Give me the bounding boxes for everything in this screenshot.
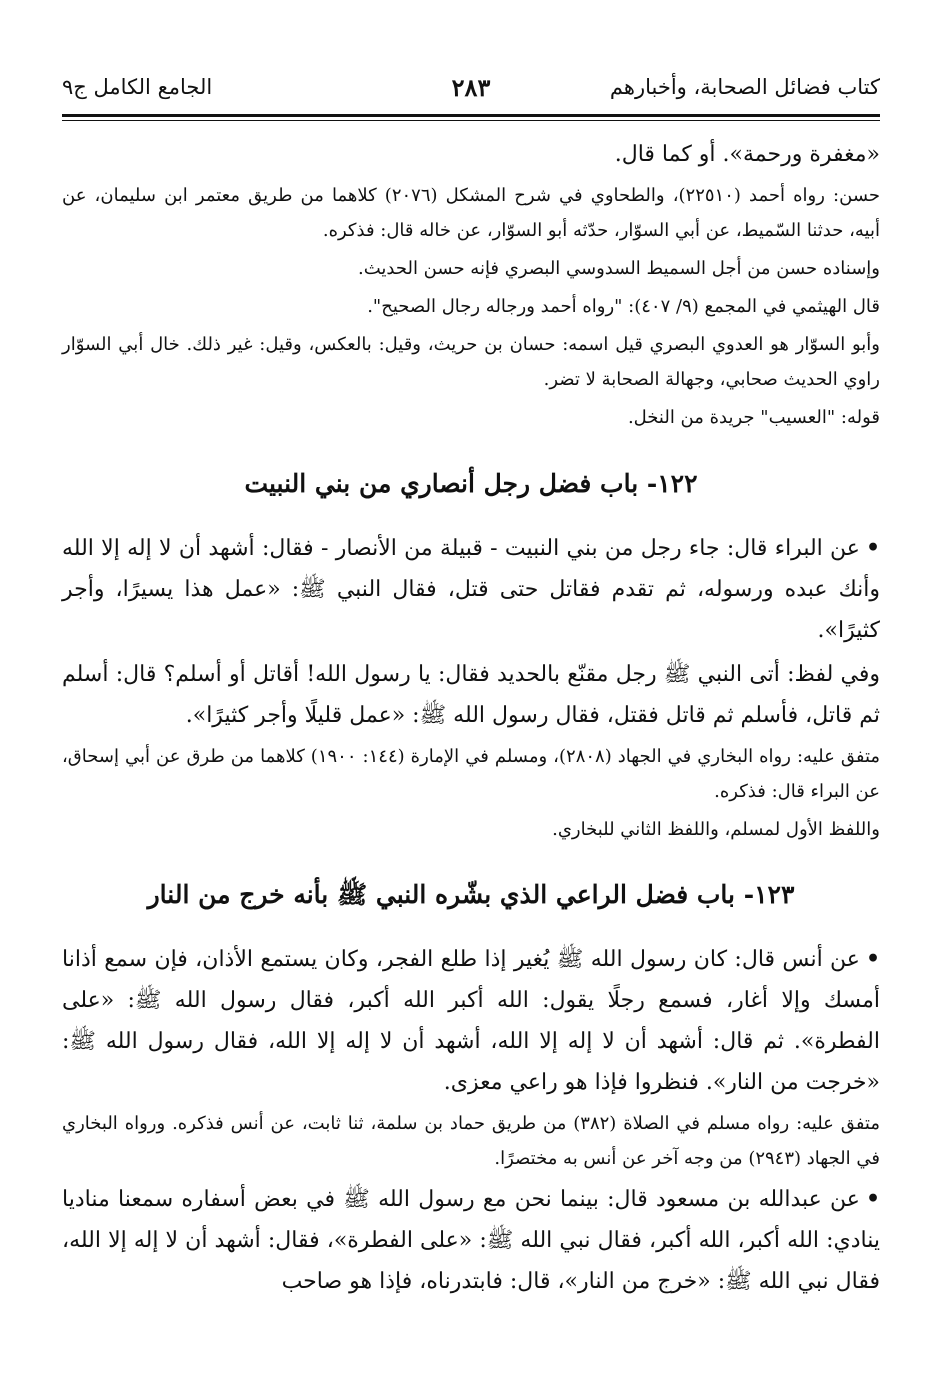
paragraph-text: ١٢٢- باب فضل رجل أنصاري من بني النبيت (244, 468, 698, 498)
hadith-paragraph (62, 528, 880, 651)
paragraph-text: وفي لفظ: أتى النبي ﷺ رجل مقنّع بالحديد فقال: يا رسول الله! أقاتل أو أسلم؟ قال: أسلم ثم قاتل، فأسلم ثم قاتل فقتل، فقال رسول الله ﷺ: «عمل قليلًا وأجر كثيرًا». (62, 661, 880, 728)
bullet-mark: • (865, 1186, 880, 1212)
paragraph-text: متفق عليه: رواه البخاري في الجهاد (٢٨٠٨)، ومسلم في الإمارة (١٤٤: ١٩٠٠) كلاهما من طرق عن أبي إسحاق، عن البراء قال: فذكره. (62, 745, 881, 802)
paragraph-text: عن البراء قال: جاء رجل من بني النبيت - قبيلة من الأنصار - فقال: أشهد أن لا إله إلا الله وأنك عبده ورسوله، ثم تقدم فقاتل حتى قتل، فقال النبي ﷺ: «عمل هذا يسيرًا، وأجر كثيرًا». (62, 535, 880, 643)
hadith-paragraph (62, 134, 880, 175)
footnote-paragraph (62, 178, 880, 248)
hadith-paragraph (62, 939, 880, 1103)
paragraph-text: وإسناده حسن من أجل السميط السدوسي البصري فإنه حسن الحديث. (358, 258, 880, 279)
chapter-heading (62, 870, 880, 918)
footnote-paragraph (62, 1106, 880, 1176)
paragraph-text: وأبو السوّار هو العدوي البصري قيل اسمه: حسان بن حريث، وقيل: بالعكس، وقيل: غير ذلك. خال أبي السوّار راوي الحديث صحابي، وجهالة الصحابة لا تضر. (62, 334, 880, 390)
footnote-paragraph (62, 289, 880, 324)
paragraph-spacer (62, 435, 880, 438)
paragraph-text: متفق عليه: رواه مسلم في الصلاة (٣٨٢) من طريق حماد بن سلمة، ثنا ثابت، عن أنس فذكره. ورواه البخاري في الجهاد (٢٩٤٣) من وجه آخر عن أنس به مختصرًا. (62, 1113, 881, 1169)
bullet-mark: • (865, 946, 880, 972)
page-number: ٢٨٣ (451, 72, 491, 102)
header-volume-title: الجامع الكامل ج٩ (62, 75, 213, 99)
footnote-paragraph (62, 812, 880, 847)
bullet-mark: • (865, 534, 880, 561)
paragraph-text: ١٢٣- باب فضل الراعي الذي بشّره النبي ﷺ بأنه خرج من النار (147, 880, 795, 910)
paragraph-text: «مغفرة ورحمة». أو كما قال. (614, 142, 880, 167)
page-body (62, 134, 880, 1305)
header-book-title: كتاب فضائل الصحابة، وأخبارهم (609, 75, 880, 99)
paragraph-text: قوله: "العسيب" جريدة من النخل. (627, 407, 880, 428)
paragraph-spacer (62, 1302, 880, 1305)
paragraph-text: قال الهيثمي في المجمع (٩/ ٤٠٧): "رواه أحمد ورجاله رجال الصحيح". (367, 296, 880, 317)
hadith-paragraph (62, 1179, 880, 1302)
footnote-paragraph (62, 327, 880, 397)
paragraph-text: واللفظ الأول لمسلم، واللفظ الثاني للبخاري. (552, 818, 880, 840)
paragraph-text: عن أنس قال: كان رسول الله ﷺ يُغير إذا طلع الفجر، وكان يستمع الأذان، فإن سمع أذانا أمسك وإلا أغار، فسمع رجلًا يقول: الله أكبر الله أكبر، فقال رسول الله ﷺ: «على الفطرة». ثم قال: أشهد أن لا إله إلا الله، أشهد أن لا إله إلا الله، فقال رسول الله ﷺ: «خرجت من النار». فنظروا فإذا هو راعي معزى. (62, 947, 880, 1095)
footnote-paragraph (62, 400, 880, 435)
running-header (62, 62, 880, 112)
chapter-heading (62, 459, 880, 507)
paragraph-spacer (62, 847, 880, 850)
hadith-paragraph (62, 654, 880, 736)
paragraph-text: حسن: رواه أحمد (٢٢٥١٠)، والطحاوي في شرح المشكل (٢٠٧٦) كلاهما من طريق معتمر ابن سليمان، عن أبيه، حدثنا السّميط، عن أبي السوّار، حدّثه أبو السوّار، عن خاله قال: فذكره. (62, 185, 881, 241)
header-rule-thick (62, 114, 880, 117)
footnote-paragraph (62, 739, 880, 809)
paragraph-text: عن عبدالله بن مسعود قال: بينما نحن مع رسول الله ﷺ في بعض أسفاره سمعنا مناديا ينادي: الله أكبر، الله أكبر، فقال نبي الله ﷺ: «على الفطرة»، فقال: أشهد أن لا إله إلا الله، فقال نبي الله ﷺ: «خرج من النار»، قال: فابتدرناه، فإذا هو صاحب (62, 1187, 880, 1294)
footnote-paragraph (62, 251, 880, 286)
header-rule-thin (62, 120, 880, 121)
